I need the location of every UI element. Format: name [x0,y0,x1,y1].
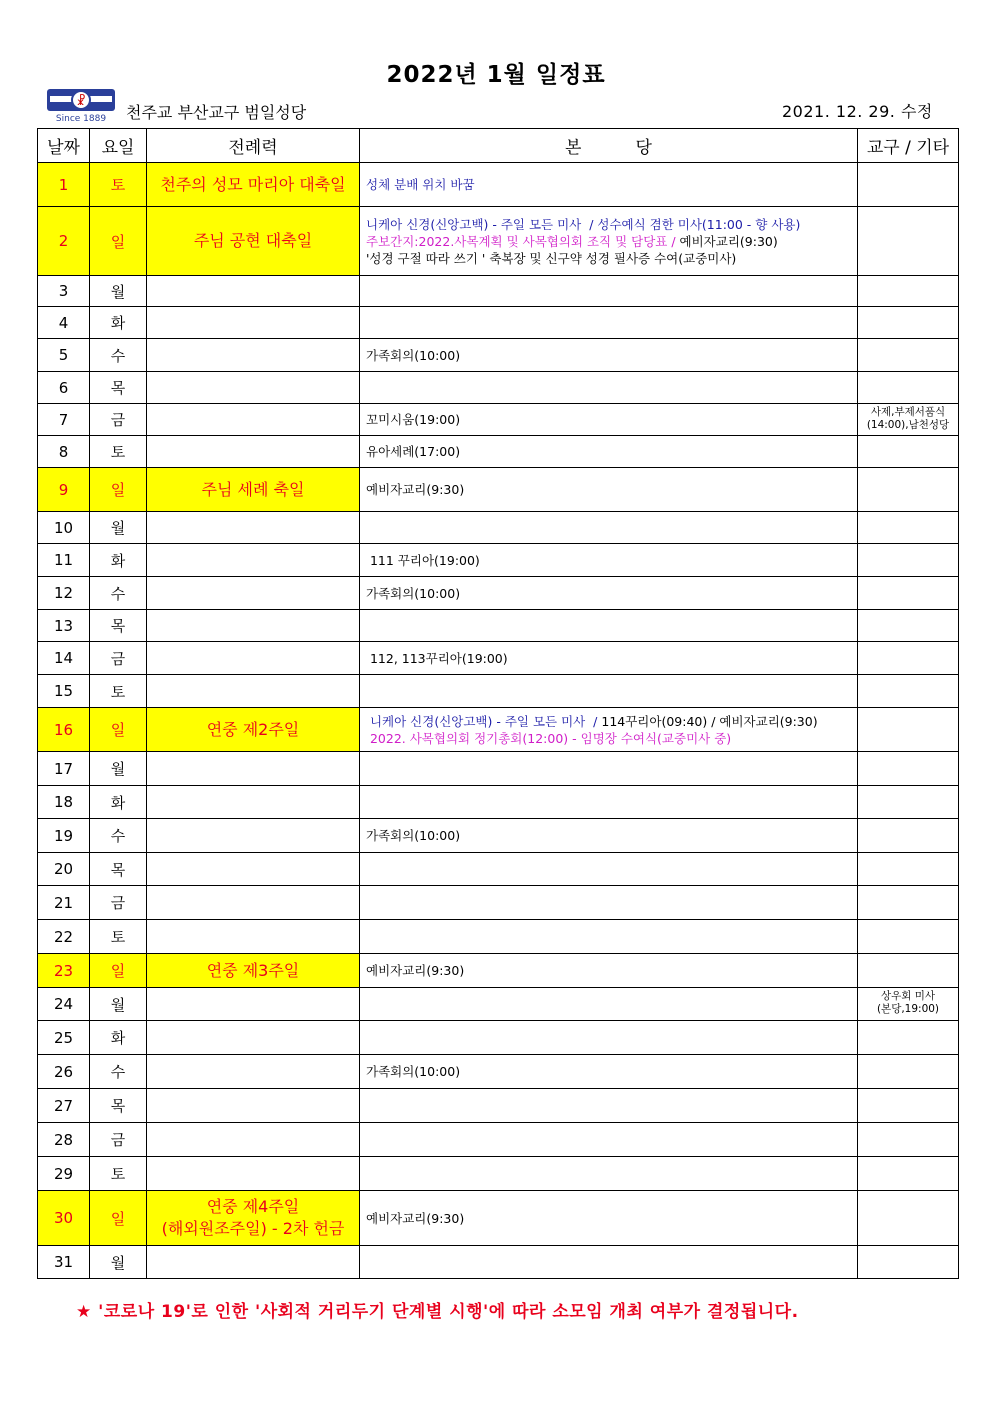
weekday-cell: 토 [90,436,147,468]
liturgy-cell [147,404,360,436]
diocese-other-cell [858,819,959,853]
diocese-other-cell: 상우회 미사 (본당,19:00) [858,988,959,1021]
parish-events-cell [360,786,858,819]
weekday-cell: 수 [90,577,147,610]
liturgy-cell [147,339,360,372]
liturgy-cell [147,1123,360,1157]
weekday-cell: 토 [90,920,147,954]
parish-events-cell [360,920,858,954]
table-row [38,436,959,468]
date-cell: 17 [38,752,90,786]
diocese-other-cell [858,752,959,786]
date-cell: 7 [38,404,90,436]
liturgy-cell: 주님 세례 축일 [147,468,360,512]
liturgy-cell [147,819,360,853]
table-row [38,163,959,207]
parish-events-cell [360,372,858,404]
liturgy-cell [147,436,360,468]
diocese-other-cell [858,276,959,307]
diocese-other-cell [858,786,959,819]
weekday-cell: 토 [90,675,147,708]
schedule-table [37,128,959,1279]
liturgy-cell: 연중 제3주일 [147,954,360,988]
event-line: 가족회의(10:00) [366,828,461,843]
date-cell: 18 [38,786,90,819]
date-cell: 10 [38,512,90,544]
event-line: 2022. 사목협의회 정기총회(12:00) - 임명장 수여식(교중미사 중) [366,730,732,746]
parish-events-cell [360,1246,858,1279]
parish-events-cell [360,207,858,276]
table-row [38,610,959,642]
date-cell: 16 [38,708,90,752]
table-row [38,1246,959,1279]
parish-events-cell [360,163,858,207]
event-line: 가족회의(10:00) [366,347,461,363]
table-row [38,708,959,752]
diocese-other-cell [858,920,959,954]
event-line: 예비자교리(9:30) [366,963,465,978]
diocese-other-cell [858,642,959,675]
revision-date: 2021. 12. 29. 수정 [782,102,933,121]
date-cell: 29 [38,1157,90,1191]
table-row [38,752,959,786]
liturgy-cell [147,1021,360,1055]
parish-events-cell [360,1021,858,1055]
diocese-other-cell [858,339,959,372]
event-line: 111 꾸리아(19:00) [366,552,480,568]
date-cell: 1 [38,163,90,207]
parish-logo [46,88,116,124]
liturgy-cell [147,675,360,708]
date-cell: 30 [38,1191,90,1246]
diocese-other-cell [858,1123,959,1157]
weekday-cell: 월 [90,276,147,307]
weekday-cell: 토 [90,1157,147,1191]
parish-events-cell [360,954,858,988]
liturgy-cell [147,577,360,610]
weekday-cell: 화 [90,307,147,339]
diocese-other-cell [858,307,959,339]
table-row [38,1191,959,1246]
parish-events-cell [360,708,858,752]
date-cell: 12 [38,577,90,610]
date-cell: 25 [38,1021,90,1055]
event-text: 예비자교리(9:30) [679,233,778,249]
date-cell: 14 [38,642,90,675]
diocese-other-cell [858,1191,959,1246]
table-row [38,920,959,954]
weekday-cell: 금 [90,404,147,436]
liturgy-cell [147,544,360,577]
liturgy-cell: 주님 공현 대축일 [147,207,360,276]
parish-events-cell [360,819,858,853]
liturgy-cell [147,853,360,886]
parish-events-cell [360,544,858,577]
weekday-cell: 토 [90,163,147,207]
liturgy-cell [147,1246,360,1279]
page-title: 2022년 1월 일정표 [386,62,606,88]
date-cell: 11 [38,544,90,577]
diocese-other-cell [858,853,959,886]
parish-events-cell [360,512,858,544]
weekday-cell: 금 [90,1123,147,1157]
diocese-other-cell [858,468,959,512]
table-row [38,207,959,276]
event-line [366,233,857,250]
table-row [38,675,959,708]
liturgy-cell [147,642,360,675]
weekday-cell: 수 [90,819,147,853]
table-row [38,786,959,819]
weekday-cell: 일 [90,954,147,988]
diocese-other-cell [858,610,959,642]
weekday-cell: 일 [90,468,147,512]
parish-name: 천주교 부산교구 범일성당 [126,103,307,122]
parish-events-cell [360,339,858,372]
date-cell: 27 [38,1089,90,1123]
parish-events-cell [360,752,858,786]
diocese-other-cell [858,954,959,988]
event-line: '성경 구절 따라 쓰기 ' 축복장 및 신구약 성경 필사증 수여(교중미사) [366,250,737,266]
table-row [38,1089,959,1123]
table-row [38,1157,959,1191]
table-row [38,954,959,988]
table-row [38,819,959,853]
table-row [38,577,959,610]
table-row [38,1055,959,1089]
date-cell: 23 [38,954,90,988]
event-line: 니케아 신경(신앙고백) - 주일 모든 미사 / 성수예식 겸한 미사(11:00 - 향 사용) [366,216,801,232]
liturgy-cell [147,920,360,954]
parish-events-cell [360,468,858,512]
event-text: 니케아 신경(신앙고백) - 주일 모든 미사 / [366,713,602,729]
table-row [38,886,959,920]
parish-events-cell [360,1123,858,1157]
liturgy-cell [147,752,360,786]
parish-events-cell [360,1089,858,1123]
liturgy-cell [147,1157,360,1191]
liturgy-cell [147,372,360,404]
table-row [38,307,959,339]
liturgy-cell [147,886,360,920]
parish-events-cell [360,436,858,468]
col-liturgy: 전례력 [147,129,360,163]
table-row [38,1123,959,1157]
weekday-cell: 화 [90,1021,147,1055]
diocese-other-cell [858,675,959,708]
liturgy-cell [147,1089,360,1123]
svg-text:Since 1889: Since 1889 [55,114,107,124]
parish-events-cell [360,610,858,642]
table-row [38,276,959,307]
parish-events-cell [360,1055,858,1089]
table-row [38,372,959,404]
weekday-cell: 목 [90,853,147,886]
diocese-other-cell [858,1021,959,1055]
date-cell: 19 [38,819,90,853]
weekday-cell: 월 [90,988,147,1021]
weekday-cell: 금 [90,642,147,675]
col-parish: 본 당 [360,129,858,163]
date-cell: 28 [38,1123,90,1157]
event-line: 유아세례(17:00) [366,444,461,459]
event-line: 성체 분배 위치 바꿈 [366,177,475,192]
event-text: 주보간지:2022.사목계획 및 사목협의회 조직 및 담당표 / [366,233,680,249]
liturgy-cell [147,1055,360,1089]
parish-events-cell [360,1157,858,1191]
diocese-other-cell [858,886,959,920]
diocese-other-cell [858,1157,959,1191]
diocese-other-cell [858,708,959,752]
table-row [38,468,959,512]
diocese-other-cell [858,163,959,207]
event-line: 가족회의(10:00) [366,1064,461,1079]
weekday-cell: 월 [90,1246,147,1279]
date-cell: 2 [38,207,90,276]
weekday-cell: 일 [90,708,147,752]
parish-events-cell [360,307,858,339]
liturgy-cell [147,786,360,819]
weekday-cell: 월 [90,752,147,786]
weekday-cell: 수 [90,339,147,372]
diocese-other-cell: 사제,부제서품식 (14:00),남천성당 [858,404,959,436]
footnote: ★ '코로나 19'로 인한 '사회적 거리두기 단계별 시행'에 따라 소모임 개최 여부가 결정됩니다. [76,1302,799,1322]
date-cell: 31 [38,1246,90,1279]
parish-events-cell [360,675,858,708]
date-cell: 21 [38,886,90,920]
date-cell: 9 [38,468,90,512]
date-cell: 8 [38,436,90,468]
date-cell: 22 [38,920,90,954]
col-date: 날짜 [38,129,90,163]
weekday-cell: 월 [90,512,147,544]
liturgy-cell: 천주의 성모 마리아 대축일 [147,163,360,207]
weekday-cell: 화 [90,544,147,577]
table-row [38,988,959,1021]
table-row [38,404,959,436]
date-cell: 26 [38,1055,90,1089]
parish-events-cell [360,276,858,307]
col-weekday: 요일 [90,129,147,163]
liturgy-cell [147,307,360,339]
diocese-other-cell [858,1246,959,1279]
diocese-other-cell [858,436,959,468]
event-line: 112, 113꾸리아(19:00) [366,650,508,666]
date-cell: 5 [38,339,90,372]
diocese-other-cell [858,544,959,577]
date-cell: 4 [38,307,90,339]
liturgy-cell [147,988,360,1021]
weekday-cell: 목 [90,610,147,642]
event-line: 예비자교리(9:30) [366,482,465,497]
weekday-cell: 일 [90,1191,147,1246]
date-cell: 20 [38,853,90,886]
weekday-cell: 금 [90,886,147,920]
liturgy-cell: 연중 제4주일 (해외원조주일) - 2차 헌금 [147,1191,360,1246]
event-line: 꼬미시움(19:00) [366,412,461,427]
svg-text:☧: ☧ [76,94,86,108]
weekday-cell: 일 [90,207,147,276]
event-line: 가족회의(10:00) [366,585,461,601]
date-cell: 24 [38,988,90,1021]
table-row [38,544,959,577]
parish-events-cell [360,886,858,920]
parish-events-cell [360,577,858,610]
event-line [366,713,857,730]
weekday-cell: 수 [90,1055,147,1089]
liturgy-cell [147,276,360,307]
table-row [38,642,959,675]
date-cell: 3 [38,276,90,307]
weekday-cell: 목 [90,1089,147,1123]
diocese-other-cell [858,512,959,544]
parish-events-cell [360,1191,858,1246]
col-diocese-other: 교구 / 기타 [858,129,959,163]
date-cell: 6 [38,372,90,404]
event-text: 114꾸리아(09:40) / 예비자교리(9:30) [601,713,818,729]
weekday-cell: 목 [90,372,147,404]
parish-events-cell [360,642,858,675]
liturgy-cell: 연중 제2주일 [147,708,360,752]
diocese-other-cell [858,207,959,276]
parish-events-cell [360,404,858,436]
liturgy-cell [147,610,360,642]
weekday-cell: 화 [90,786,147,819]
diocese-other-cell [858,1089,959,1123]
date-cell: 15 [38,675,90,708]
diocese-other-cell [858,1055,959,1089]
event-line: 예비자교리(9:30) [366,1210,465,1226]
diocese-other-cell [858,577,959,610]
table-row [38,1021,959,1055]
date-cell: 13 [38,610,90,642]
table-row [38,512,959,544]
table-row [38,339,959,372]
parish-events-cell [360,853,858,886]
table-row [38,853,959,886]
parish-events-cell [360,988,858,1021]
header-row [38,129,959,163]
diocese-other-cell [858,372,959,404]
liturgy-cell [147,512,360,544]
